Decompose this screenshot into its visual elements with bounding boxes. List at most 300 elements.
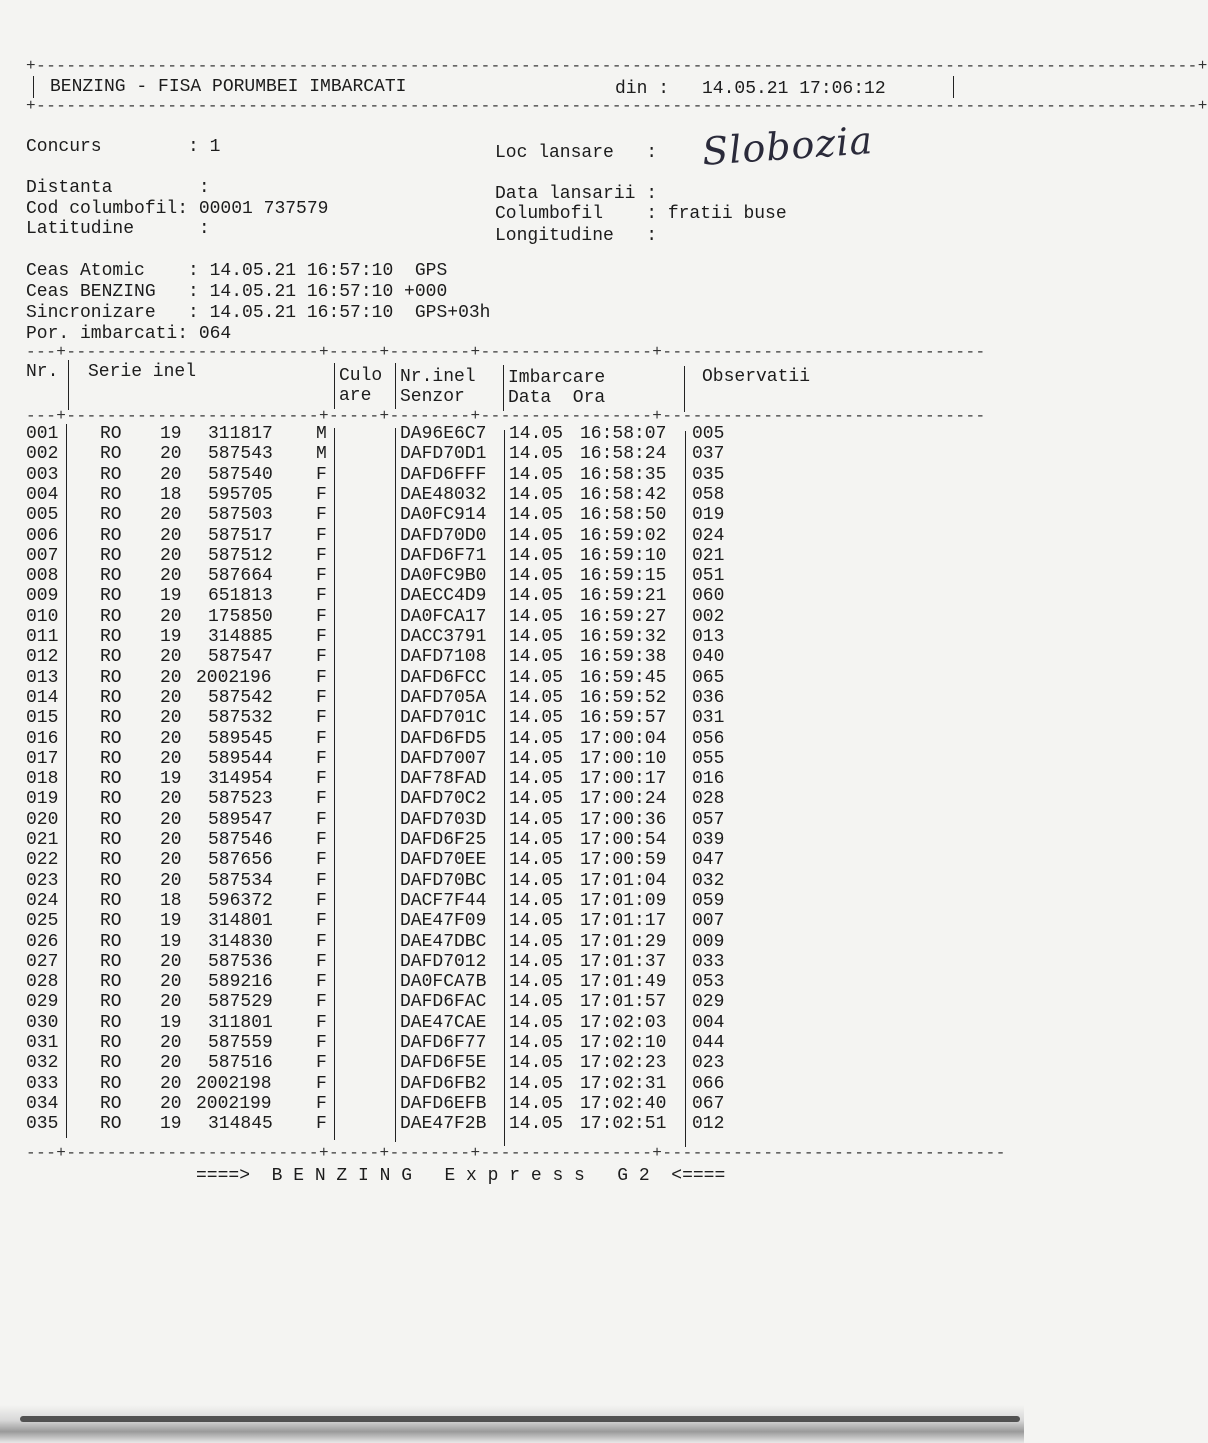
col-header-serie: Serie inel bbox=[88, 362, 197, 382]
cell-time: 17:01:49 bbox=[580, 972, 667, 993]
cell-ser: 314845 bbox=[208, 1114, 273, 1135]
cell-nr: 029 bbox=[26, 992, 59, 1013]
cell-yr: 19 bbox=[160, 424, 182, 444]
cell-obs: 002 bbox=[692, 606, 725, 627]
col-header-nrinel-2: Senzor bbox=[400, 387, 465, 407]
cell-time: 17:02:10 bbox=[580, 1033, 667, 1053]
cell-sex: F bbox=[316, 748, 327, 769]
cell-ro: RO bbox=[100, 647, 122, 668]
cell-nr: 027 bbox=[26, 951, 59, 972]
cell-obs: 067 bbox=[692, 1093, 725, 1114]
cell-obs: 044 bbox=[692, 1033, 725, 1053]
loc-lansare-label: Loc lansare : bbox=[495, 143, 658, 163]
cell-senz: DAFD70D1 bbox=[400, 444, 487, 465]
footer-brand: ====> B E N Z I N G E x p r e s s G 2 <==== bbox=[196, 1166, 726, 1186]
cell-sex: F bbox=[316, 505, 327, 526]
cell-time: 17:01:37 bbox=[580, 951, 667, 972]
cell-yr: 20 bbox=[160, 464, 182, 485]
cell-sex: F bbox=[316, 890, 327, 911]
col-divider bbox=[334, 363, 335, 409]
ceas-benzing-field: Ceas BENZING : 14.05.21 16:57:10 +000 bbox=[26, 282, 448, 302]
cell-ro: RO bbox=[100, 951, 122, 972]
cell-yr: 20 bbox=[160, 972, 182, 993]
cell-time: 16:58:42 bbox=[580, 484, 667, 505]
cell-ro: RO bbox=[100, 1073, 122, 1094]
cell-yr: 20 bbox=[160, 850, 182, 871]
cell-nr: 020 bbox=[26, 809, 59, 830]
cell-date: 14.05 bbox=[509, 1073, 564, 1094]
cell-time: 16:59:27 bbox=[580, 606, 667, 627]
cell-yr: 20 bbox=[160, 1073, 182, 1094]
cell-ro: RO bbox=[100, 484, 122, 505]
table-row bbox=[0, 1033, 1024, 1053]
cell-ro: RO bbox=[100, 586, 122, 607]
cell-time: 16:59:21 bbox=[580, 586, 667, 607]
cell-ser: 589544 bbox=[208, 748, 273, 769]
longitudine-field: Longitudine : bbox=[495, 226, 658, 246]
cell-date: 14.05 bbox=[509, 830, 564, 850]
table-row bbox=[0, 850, 1024, 870]
cell-ro: RO bbox=[100, 748, 122, 769]
cell-sex: F bbox=[316, 1114, 327, 1135]
cell-sex: F bbox=[316, 1033, 327, 1053]
cell-date: 14.05 bbox=[509, 870, 564, 891]
table-row bbox=[0, 932, 1024, 952]
cell-senz: DA0FC9B0 bbox=[400, 566, 487, 587]
cell-time: 17:01:04 bbox=[580, 870, 667, 891]
cell-yr: 20 bbox=[160, 870, 182, 891]
cell-yr: 20 bbox=[160, 566, 182, 587]
cell-ro: RO bbox=[100, 545, 122, 566]
cell-senz: DAFD70C2 bbox=[400, 789, 487, 810]
cell-obs: 055 bbox=[692, 748, 725, 769]
cell-ser: 314830 bbox=[208, 931, 273, 952]
col-divider bbox=[684, 366, 685, 412]
cell-sex: F bbox=[316, 667, 327, 688]
table-row bbox=[0, 424, 1024, 444]
cell-nr: 011 bbox=[26, 627, 59, 647]
table-row bbox=[0, 830, 1024, 850]
cell-yr: 20 bbox=[160, 687, 182, 708]
table-row bbox=[0, 546, 1024, 566]
col-header-imbarcare-1: Imbarcare bbox=[508, 368, 606, 388]
header-top-rule: +-------------------------------------------------------------------------------------------------------------------+ bbox=[26, 57, 1208, 75]
cell-sex: F bbox=[316, 464, 327, 485]
cell-sex: F bbox=[316, 1012, 327, 1033]
cell-ro: RO bbox=[100, 667, 122, 688]
cell-obs: 066 bbox=[692, 1073, 725, 1094]
cell-ser: 2002198 bbox=[196, 1073, 272, 1094]
cell-time: 17:00:04 bbox=[580, 728, 667, 749]
cell-senz: DAFD7007 bbox=[400, 748, 487, 769]
cell-ser: 589545 bbox=[208, 728, 273, 749]
cell-date: 14.05 bbox=[509, 545, 564, 566]
table-row bbox=[0, 1053, 1024, 1073]
cell-sex: F bbox=[316, 1073, 327, 1094]
cell-date: 14.05 bbox=[509, 1033, 564, 1053]
cell-ser: 589216 bbox=[208, 972, 273, 993]
cell-ser: 2002199 bbox=[196, 1093, 272, 1114]
cell-time: 17:00:54 bbox=[580, 830, 667, 850]
cell-senz: DAE48032 bbox=[400, 484, 487, 505]
cell-nr: 033 bbox=[26, 1073, 59, 1094]
cell-date: 14.05 bbox=[509, 667, 564, 688]
cell-sex: F bbox=[316, 911, 327, 932]
cell-senz: DAFD6F77 bbox=[400, 1033, 487, 1053]
cell-time: 16:58:07 bbox=[580, 424, 667, 444]
table-row bbox=[0, 526, 1024, 546]
cell-ro: RO bbox=[100, 1033, 122, 1053]
din-label: din : bbox=[615, 79, 670, 99]
cell-senz: DAFD6F25 bbox=[400, 830, 487, 850]
cell-sex: F bbox=[316, 1093, 327, 1114]
cell-ser: 587664 bbox=[208, 566, 273, 587]
cell-ser: 587559 bbox=[208, 1033, 273, 1053]
cell-ro: RO bbox=[100, 728, 122, 749]
cell-ser: 587516 bbox=[208, 1053, 273, 1074]
cell-nr: 023 bbox=[26, 870, 59, 891]
cell-obs: 065 bbox=[692, 667, 725, 688]
cell-senz: DAF78FAD bbox=[400, 769, 487, 790]
cell-time: 16:59:57 bbox=[580, 708, 667, 729]
cell-ro: RO bbox=[100, 972, 122, 993]
cell-obs: 040 bbox=[692, 647, 725, 668]
cell-ro: RO bbox=[100, 789, 122, 810]
sincronizare-field: Sincronizare : 14.05.21 16:57:10 GPS+03h bbox=[26, 303, 491, 323]
table-row bbox=[0, 810, 1024, 830]
col-header-observatii: Observatii bbox=[702, 367, 811, 387]
cell-ro: RO bbox=[100, 525, 122, 546]
cell-yr: 20 bbox=[160, 708, 182, 729]
cell-senz: DAFD70D0 bbox=[400, 525, 487, 546]
cell-senz: DAE47DBC bbox=[400, 931, 487, 952]
header-right-border bbox=[953, 76, 954, 98]
cell-date: 14.05 bbox=[509, 464, 564, 485]
cell-obs: 033 bbox=[692, 951, 725, 972]
cell-ser: 596372 bbox=[208, 890, 273, 911]
cell-senz: DACC3791 bbox=[400, 627, 487, 647]
cell-ser: 587532 bbox=[208, 708, 273, 729]
cell-yr: 20 bbox=[160, 1093, 182, 1114]
cell-sex: F bbox=[316, 951, 327, 972]
table-row bbox=[0, 465, 1024, 485]
cell-nr: 018 bbox=[26, 769, 59, 790]
cell-time: 17:00:59 bbox=[580, 850, 667, 871]
cell-obs: 032 bbox=[692, 870, 725, 891]
cell-nr: 002 bbox=[26, 444, 59, 465]
cell-ser: 587529 bbox=[208, 992, 273, 1013]
cell-nr: 008 bbox=[26, 566, 59, 587]
cell-obs: 004 bbox=[692, 1012, 725, 1033]
cell-ro: RO bbox=[100, 911, 122, 932]
cell-sex: F bbox=[316, 830, 327, 850]
cell-time: 17:01:29 bbox=[580, 931, 667, 952]
cell-date: 14.05 bbox=[509, 769, 564, 790]
cell-nr: 021 bbox=[26, 830, 59, 850]
table-row bbox=[0, 891, 1024, 911]
cell-nr: 024 bbox=[26, 890, 59, 911]
cell-obs: 060 bbox=[692, 586, 725, 607]
ceas-atomic-field: Ceas Atomic : 14.05.21 16:57:10 GPS bbox=[26, 261, 448, 281]
cell-date: 14.05 bbox=[509, 627, 564, 647]
cell-time: 17:02:51 bbox=[580, 1114, 667, 1135]
cell-time: 17:01:09 bbox=[580, 890, 667, 911]
cell-time: 16:58:24 bbox=[580, 444, 667, 465]
cell-sex: M bbox=[316, 444, 327, 465]
cell-yr: 19 bbox=[160, 627, 182, 647]
cell-obs: 039 bbox=[692, 830, 725, 850]
table-row bbox=[0, 1114, 1024, 1134]
cell-date: 14.05 bbox=[509, 809, 564, 830]
cell-nr: 022 bbox=[26, 850, 59, 871]
cell-nr: 012 bbox=[26, 647, 59, 668]
cell-sex: F bbox=[316, 850, 327, 871]
table-row bbox=[0, 789, 1024, 809]
cell-time: 16:58:35 bbox=[580, 464, 667, 485]
table-row bbox=[0, 1094, 1024, 1114]
cell-yr: 20 bbox=[160, 525, 182, 546]
document-title: BENZING - FISA PORUMBEI IMBARCATI bbox=[50, 77, 407, 97]
cell-yr: 20 bbox=[160, 951, 182, 972]
col-divider bbox=[68, 360, 69, 410]
cell-obs: 021 bbox=[692, 545, 725, 566]
cell-sex: F bbox=[316, 870, 327, 891]
table-row bbox=[0, 769, 1024, 789]
cell-ser: 587547 bbox=[208, 647, 273, 668]
cell-date: 14.05 bbox=[509, 748, 564, 769]
cell-yr: 19 bbox=[160, 586, 182, 607]
cell-sex: M bbox=[316, 424, 327, 444]
cell-time: 17:01:57 bbox=[580, 992, 667, 1013]
cell-ser: 587534 bbox=[208, 870, 273, 891]
cell-sex: F bbox=[316, 627, 327, 647]
cell-obs: 047 bbox=[692, 850, 725, 871]
cell-nr: 019 bbox=[26, 789, 59, 810]
cell-ro: RO bbox=[100, 606, 122, 627]
cell-obs: 029 bbox=[692, 992, 725, 1013]
cell-senz: DA96E6C7 bbox=[400, 424, 487, 444]
cell-senz: DAFD6FD5 bbox=[400, 728, 487, 749]
cell-yr: 19 bbox=[160, 769, 182, 790]
cell-time: 16:59:45 bbox=[580, 667, 667, 688]
cell-ro: RO bbox=[100, 992, 122, 1013]
cell-date: 14.05 bbox=[509, 992, 564, 1013]
cell-ser: 311801 bbox=[208, 1012, 273, 1033]
concurs-field: Concurs : 1 bbox=[26, 137, 221, 157]
cell-yr: 19 bbox=[160, 1114, 182, 1135]
table-row bbox=[0, 871, 1024, 891]
table-header-bottom-rule: ---+-------------------------+-----+--------+-----------------+-------------------------------- bbox=[26, 407, 986, 425]
cell-yr: 20 bbox=[160, 748, 182, 769]
cell-obs: 036 bbox=[692, 687, 725, 708]
cell-obs: 057 bbox=[692, 809, 725, 830]
cell-date: 14.05 bbox=[509, 728, 564, 749]
cell-time: 17:02:03 bbox=[580, 1012, 667, 1033]
cell-obs: 053 bbox=[692, 972, 725, 993]
cell-senz: DAFD6F5E bbox=[400, 1053, 487, 1074]
scan-edge-shadow bbox=[0, 1405, 1024, 1443]
cell-obs: 024 bbox=[692, 525, 725, 546]
cell-time: 16:58:50 bbox=[580, 505, 667, 526]
cell-ro: RO bbox=[100, 505, 122, 526]
cell-nr: 034 bbox=[26, 1093, 59, 1114]
cell-ro: RO bbox=[100, 830, 122, 850]
cell-obs: 023 bbox=[692, 1053, 725, 1074]
cell-sex: F bbox=[316, 728, 327, 749]
cell-time: 16:59:10 bbox=[580, 545, 667, 566]
cell-ser: 2002196 bbox=[196, 667, 272, 688]
col-divider bbox=[395, 363, 396, 409]
cell-time: 17:00:10 bbox=[580, 748, 667, 769]
table-row bbox=[0, 485, 1024, 505]
cell-date: 14.05 bbox=[509, 687, 564, 708]
loc-lansare-handwritten: Slobozia bbox=[700, 118, 875, 174]
cell-date: 14.05 bbox=[509, 505, 564, 526]
table-row bbox=[0, 729, 1024, 749]
cell-date: 14.05 bbox=[509, 890, 564, 911]
cell-yr: 20 bbox=[160, 992, 182, 1013]
cell-sex: F bbox=[316, 647, 327, 668]
cell-sex: F bbox=[316, 545, 327, 566]
cell-time: 17:02:31 bbox=[580, 1073, 667, 1094]
table-header-top-rule: ---+-------------------------+-----+--------+-----------------+-------------------------------- bbox=[26, 343, 986, 361]
cell-yr: 19 bbox=[160, 931, 182, 952]
cell-sex: F bbox=[316, 789, 327, 810]
cell-senz: DAFD6FFF bbox=[400, 464, 487, 485]
cell-sex: F bbox=[316, 708, 327, 729]
cell-sex: F bbox=[316, 1053, 327, 1074]
cell-nr: 015 bbox=[26, 708, 59, 729]
cell-date: 14.05 bbox=[509, 525, 564, 546]
table-row bbox=[0, 627, 1024, 647]
cell-nr: 005 bbox=[26, 505, 59, 526]
cell-yr: 20 bbox=[160, 647, 182, 668]
cell-ro: RO bbox=[100, 566, 122, 587]
cell-sex: F bbox=[316, 769, 327, 790]
cell-yr: 18 bbox=[160, 484, 182, 505]
cell-yr: 20 bbox=[160, 728, 182, 749]
cell-time: 16:59:32 bbox=[580, 627, 667, 647]
col-header-imbarcare-2: Data Ora bbox=[508, 388, 606, 408]
cell-ser: 587536 bbox=[208, 951, 273, 972]
cell-time: 17:00:24 bbox=[580, 789, 667, 810]
cell-obs: 035 bbox=[692, 464, 725, 485]
cell-ser: 589547 bbox=[208, 809, 273, 830]
cell-yr: 20 bbox=[160, 505, 182, 526]
cell-ser: 587523 bbox=[208, 789, 273, 810]
cell-senz: DAECC4D9 bbox=[400, 586, 487, 607]
cell-obs: 005 bbox=[692, 424, 725, 444]
table-row bbox=[0, 444, 1024, 464]
cell-nr: 010 bbox=[26, 606, 59, 627]
table-row bbox=[0, 911, 1024, 931]
cell-nr: 032 bbox=[26, 1053, 59, 1074]
table-row bbox=[0, 647, 1024, 667]
cell-date: 14.05 bbox=[509, 789, 564, 810]
cell-ser: 587656 bbox=[208, 850, 273, 871]
cell-yr: 20 bbox=[160, 809, 182, 830]
cell-nr: 031 bbox=[26, 1033, 59, 1053]
cell-date: 14.05 bbox=[509, 1012, 564, 1033]
table-row bbox=[0, 1013, 1024, 1033]
cell-sex: F bbox=[316, 687, 327, 708]
cell-date: 14.05 bbox=[509, 444, 564, 465]
cell-ser: 587542 bbox=[208, 687, 273, 708]
cell-yr: 19 bbox=[160, 911, 182, 932]
cell-ro: RO bbox=[100, 809, 122, 830]
cell-senz: DAFD70EE bbox=[400, 850, 487, 871]
cell-ro: RO bbox=[100, 1053, 122, 1074]
cell-sex: F bbox=[316, 484, 327, 505]
cell-senz: DAFD701C bbox=[400, 708, 487, 729]
cell-nr: 025 bbox=[26, 911, 59, 932]
col-header-culoare-2: are bbox=[339, 386, 372, 406]
cell-time: 16:59:02 bbox=[580, 525, 667, 546]
cell-senz: DAFD6FB2 bbox=[400, 1073, 487, 1094]
cell-ro: RO bbox=[100, 424, 122, 444]
cell-ser: 587512 bbox=[208, 545, 273, 566]
cell-time: 17:02:23 bbox=[580, 1053, 667, 1074]
cell-date: 14.05 bbox=[509, 708, 564, 729]
cell-ser: 314801 bbox=[208, 911, 273, 932]
col-divider bbox=[503, 365, 504, 411]
table-row bbox=[0, 607, 1024, 627]
cell-senz: DAFD6FAC bbox=[400, 992, 487, 1013]
cell-senz: DAE47CAE bbox=[400, 1012, 487, 1033]
table-row bbox=[0, 708, 1024, 728]
cell-senz: DAFD7012 bbox=[400, 951, 487, 972]
cell-yr: 20 bbox=[160, 789, 182, 810]
cell-senz: DA0FC914 bbox=[400, 505, 487, 526]
cell-time: 17:02:40 bbox=[580, 1093, 667, 1114]
cell-date: 14.05 bbox=[509, 606, 564, 627]
cell-date: 14.05 bbox=[509, 566, 564, 587]
cell-obs: 056 bbox=[692, 728, 725, 749]
cell-ser: 587543 bbox=[208, 444, 273, 465]
cell-obs: 012 bbox=[692, 1114, 725, 1135]
cell-senz: DACF7F44 bbox=[400, 890, 487, 911]
cell-nr: 014 bbox=[26, 687, 59, 708]
cell-date: 14.05 bbox=[509, 911, 564, 932]
cell-yr: 20 bbox=[160, 667, 182, 688]
cell-senz: DAFD6FCC bbox=[400, 667, 487, 688]
cell-senz: DA0FCA17 bbox=[400, 606, 487, 627]
cell-yr: 18 bbox=[160, 890, 182, 911]
print-datetime: 14.05.21 17:06:12 bbox=[702, 79, 886, 99]
cell-date: 14.05 bbox=[509, 951, 564, 972]
cell-sex: F bbox=[316, 586, 327, 607]
table-row bbox=[0, 586, 1024, 606]
cell-senz: DAFD6EFB bbox=[400, 1093, 487, 1114]
cell-nr: 017 bbox=[26, 748, 59, 769]
columbofil-field: Columbofil : fratii buse bbox=[495, 204, 787, 224]
cell-time: 16:59:52 bbox=[580, 687, 667, 708]
cell-yr: 20 bbox=[160, 830, 182, 850]
table-row bbox=[0, 749, 1024, 769]
cell-senz: DAFD703D bbox=[400, 809, 487, 830]
cell-ro: RO bbox=[100, 444, 122, 465]
data-lansarii-field: Data lansarii : bbox=[495, 184, 658, 204]
cell-nr: 006 bbox=[26, 525, 59, 546]
cell-yr: 20 bbox=[160, 1053, 182, 1074]
cell-ro: RO bbox=[100, 1093, 122, 1114]
cell-ro: RO bbox=[100, 890, 122, 911]
cell-senz: DAFD70BC bbox=[400, 870, 487, 891]
cell-time: 16:59:15 bbox=[580, 566, 667, 587]
cell-date: 14.05 bbox=[509, 850, 564, 871]
cell-sex: F bbox=[316, 931, 327, 952]
table-row bbox=[0, 505, 1024, 525]
